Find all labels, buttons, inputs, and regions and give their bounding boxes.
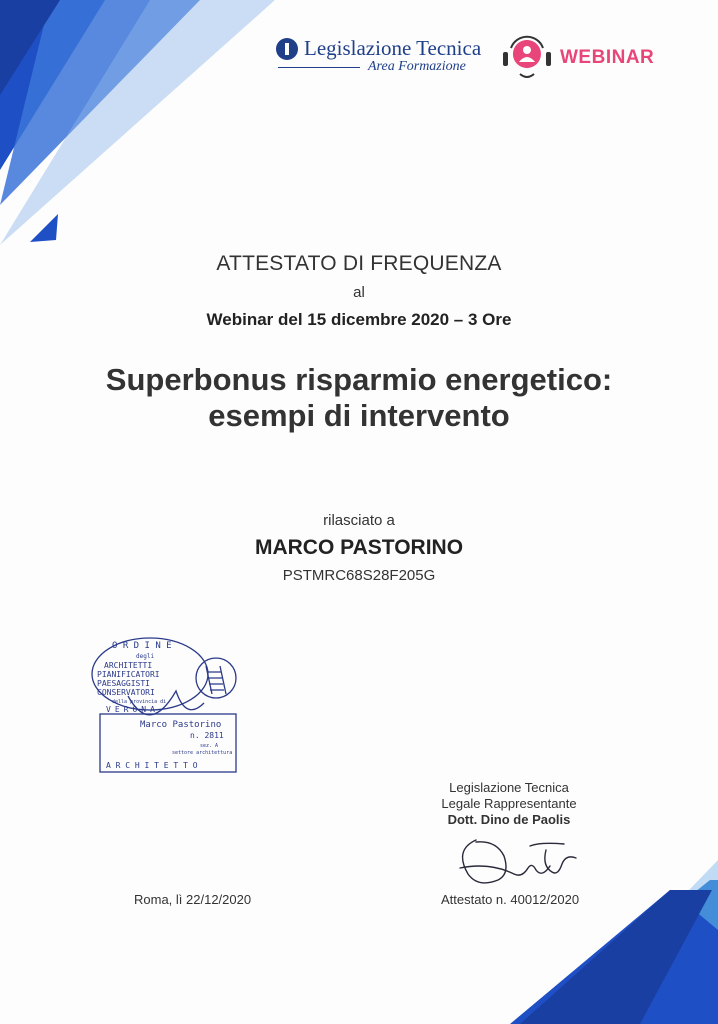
brand-name: Legislazione Tecnica [304,36,482,60]
signatory-organization: Legislazione Tecnica [449,780,569,795]
stamp-sector: settore architettura [172,750,233,756]
professional-stamp [88,626,248,776]
brand-divider [278,67,360,68]
legislazione-tecnica-logo [276,34,482,82]
stamp-holder-name: Marco Pastorino [140,720,222,730]
webinar-logo [498,34,658,84]
webinar-label: WEBINAR [560,47,655,68]
place-and-date: Roma, lì 22/12/2020 [134,892,252,907]
certificate-title: ATTESTATO DI FREQUENZA [216,252,502,275]
certificate-number: Attestato n. 40012/2020 [441,892,580,907]
event-details: Webinar del 15 dicembre 2020 – 3 Ore [206,310,512,329]
stamp-holder-number: n. 2811 [190,731,224,740]
recipient-name: MARCO PASTORINO [254,536,464,559]
signatory-block [420,780,598,828]
headset-user-icon [498,34,556,84]
course-title-line-2: esempi di intervento [208,398,510,433]
course-title [0,362,718,434]
stamp-line-4: PIANIFICATORI [97,670,160,679]
handwritten-signature [446,828,586,892]
stamp-line-2: degli [136,653,155,660]
top-left-decoration [0,0,290,250]
stamp-line-1: O R D I N E [112,641,172,651]
signatory-role: Legale Rappresentante [441,796,577,811]
brand-subtitle: Area Formazione [368,59,466,74]
stamp-section: sez. A [200,743,219,749]
legislazione-tecnica-logo-icon [276,38,298,60]
stamp-profession: A R C H I T E T T O [106,761,198,770]
stamp-line-5: PAESAGGISTI [97,679,150,688]
signatory-name: Dott. Dino de Paolis [447,812,571,827]
stamp-line-7: della provincia di [112,699,167,705]
certificate-preposition: al [353,284,365,301]
stamp-line-3: ARCHITETTI [104,661,153,670]
course-title-line-1: Superbonus risparmio energetico: [105,362,613,397]
issued-to-label: rilasciato a [323,512,395,529]
fiscal-code: PSTMRC68S28F205G [282,567,436,584]
stamp-line-8: VERONA [106,705,159,714]
stamp-line-6: CONSERVATORI [97,688,155,697]
ladder-icon [206,666,226,694]
